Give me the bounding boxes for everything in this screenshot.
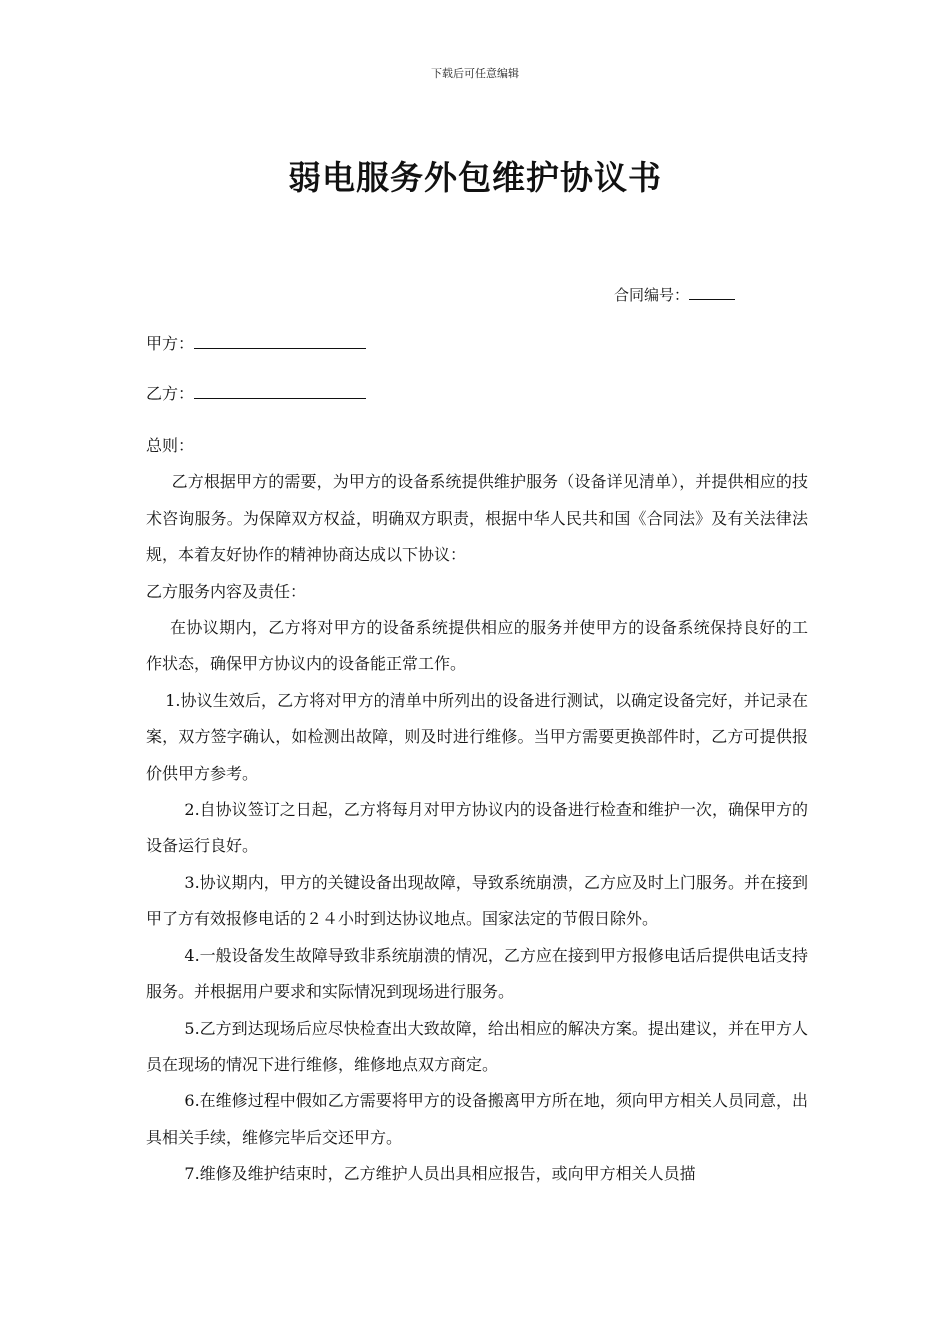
- service-intro-paragraph: 在协议期内，乙方将对甲方的设备系统提供相应的服务并使甲方的设备系统保持良好的工作状态，确保甲方协议内的设备能正常工作。: [146, 618, 808, 674]
- contract-number-blank: [689, 285, 735, 300]
- party-b-label: 乙方：: [146, 384, 195, 403]
- clause-6: 6.在维修过程中假如乙方需要将甲方的设备搬离甲方所在地，须向甲方相关人员同意，出具相关手续，维修完毕后交还甲方。: [146, 1091, 808, 1147]
- document-title: 弱电服务外包维护协议书: [288, 158, 662, 197]
- agreement-body: [146, 428, 808, 1193]
- general-heading: 总则：: [146, 436, 195, 455]
- party-b-line: [146, 383, 366, 405]
- header-note: 下载后可任意编辑: [431, 67, 519, 80]
- clause-5: 5.乙方到达现场后应尽快检查出大致故障，给出相应的解决方案。提出建议，并在甲方人员在现场的情况下进行维修，维修地点双方商定。: [146, 1018, 808, 1074]
- contract-number-label: 合同编号：: [614, 286, 690, 304]
- party-a-blank: [194, 333, 366, 349]
- clause-3: 3.协议期内，甲方的关键设备出现故障，导致系统崩溃，乙方应及时上门服务。并在接到甲了方有效报修电话的２４小时到达协议地点。国家法定的节假日除外。: [146, 872, 808, 929]
- general-paragraph: 乙方根据甲方的需要，为甲方的设备系统提供维护服务（设备详见清单），并提供相应的技术咨询服务。为保障双方权益，明确双方职责，根据中华人民共和国《合同法》及有关法律法规，本着友好协作的精神协商达成以下协议：: [146, 472, 808, 565]
- clause-1: 1.协议生效后，乙方将对甲方的清单中所列出的设备进行测试，以确定设备完好，并记录在案，双方签字确认，如检测出故障，则及时进行维修。当甲方需要更换部件时，乙方可提供报价供甲方参考。: [146, 690, 808, 783]
- party-a-label: 甲方：: [146, 334, 195, 353]
- contract-number-line: [614, 284, 735, 306]
- party-b-blank: [194, 383, 366, 399]
- clause-7: 7.维修及维护结束时，乙方维护人员出具相应报告，或向甲方相关人员描: [184, 1164, 696, 1184]
- party-a-line: [146, 333, 366, 355]
- clause-2: 2.自协议签订之日起，乙方将每月对甲方协议内的设备进行检查和维护一次，确保甲方的设备运行良好。: [146, 800, 808, 856]
- clause-4: 4.一般设备发生故障导致非系统崩溃的情况，乙方应在接到甲方报修电话后提供电话支持服务。并根据用户要求和实际情况到现场进行服务。: [146, 945, 808, 1002]
- service-heading: 乙方服务内容及责任：: [146, 581, 307, 601]
